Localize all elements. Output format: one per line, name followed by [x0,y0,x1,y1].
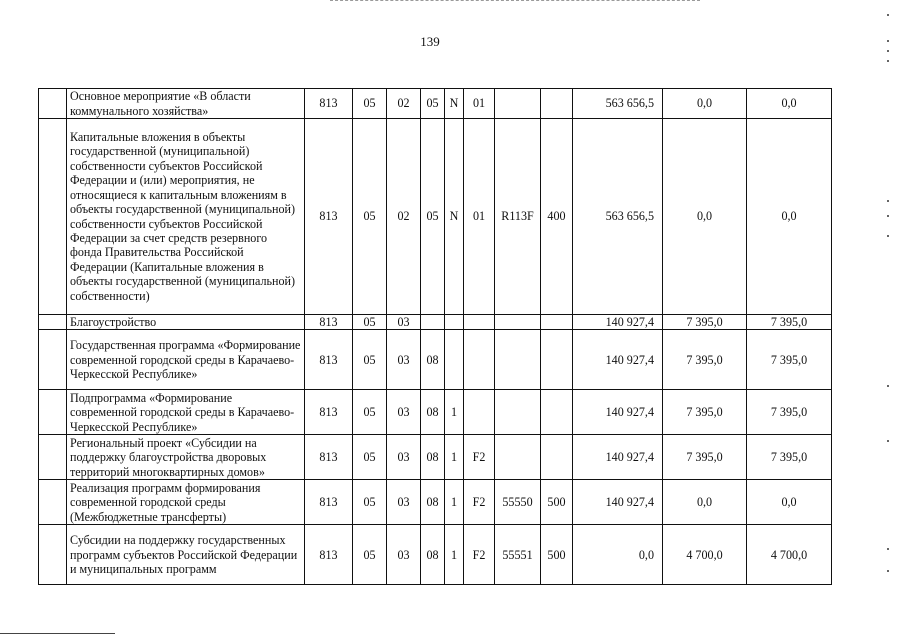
table-row [39,119,832,315]
cell-sum-3: 7 395,0 [747,330,832,390]
cell-gr: 813 [305,480,353,525]
item-name: Основное мероприятие «В области коммунального хозяйства» [67,89,305,119]
cell-cs1: 05 [421,119,445,315]
budget-table [38,88,832,585]
cell-sum-3: 7 395,0 [747,435,832,480]
table-row [39,435,832,480]
cell-sum-3: 0,0 [747,119,832,315]
cell-pr: 03 [387,390,421,435]
cell-cs4: 55551 [495,525,541,585]
scan-speck [887,14,889,16]
cell-rz: 05 [353,89,387,119]
row-margin-cell [39,435,67,480]
cell-cs3: 01 [464,89,495,119]
cell-rz: 05 [353,315,387,330]
cell-sum-3: 4 700,0 [747,525,832,585]
cell-cs1: 08 [421,330,445,390]
cell-sum-1: 140 927,4 [573,480,663,525]
scan-bottom-line [0,633,115,634]
table-row [39,315,832,330]
cell-sum-1: 140 927,4 [573,315,663,330]
row-margin-cell [39,315,67,330]
cell-gr: 813 [305,89,353,119]
cell-pr: 03 [387,525,421,585]
cell-sum-3: 7 395,0 [747,390,832,435]
cell-sum-3: 0,0 [747,89,832,119]
table-row [39,330,832,390]
cell-cs3: F2 [464,480,495,525]
table-row [39,390,832,435]
cell-rz: 05 [353,480,387,525]
cell-rz: 05 [353,435,387,480]
row-margin-cell [39,89,67,119]
item-name: Капитальные вложения в объекты государственной (муниципальной) собственности субъектов Российской Федерации и (или) мероприятия, не относящиеся к капитальным вложениям в объекты государственной (муниципальной) собственности субъектов Российской Федерации за счет средств резервного фонда Правительства Российской Федерации (Капитальные вложения в объекты государственной (муниципальной) собственности) [67,119,305,315]
cell-sum-2: 0,0 [663,89,747,119]
row-margin-cell [39,480,67,525]
cell-rz: 05 [353,525,387,585]
item-name: Региональный проект «Субсидии на поддержку благоустройства дворовых территорий многоквартирных домов» [67,435,305,480]
cell-vr [541,435,573,480]
cell-vr: 500 [541,480,573,525]
scan-speck [887,50,889,52]
cell-sum-3: 7 395,0 [747,315,832,330]
cell-cs2: 1 [445,480,464,525]
scan-speck [887,548,889,550]
cell-cs3 [464,390,495,435]
cell-gr: 813 [305,390,353,435]
cell-gr: 813 [305,330,353,390]
cell-vr [541,89,573,119]
cell-pr: 03 [387,435,421,480]
cell-cs4 [495,390,541,435]
cell-rz: 05 [353,330,387,390]
cell-cs1 [421,315,445,330]
cell-sum-1: 563 656,5 [573,89,663,119]
item-name: Благоустройство [67,315,305,330]
page-number: 139 [420,34,440,49]
cell-cs4: 55550 [495,480,541,525]
item-name: Реализация программ формирования современной городской среды (Межбюджетные трансферты) [67,480,305,525]
cell-cs4 [495,435,541,480]
cell-sum-2: 0,0 [663,480,747,525]
scan-speck [887,40,889,42]
cell-cs3 [464,330,495,390]
cell-rz: 05 [353,390,387,435]
scan-edge-marks [887,0,893,639]
cell-cs4 [495,89,541,119]
cell-rz: 05 [353,119,387,315]
cell-cs4: R113F [495,119,541,315]
cell-cs3: 01 [464,119,495,315]
cell-sum-2: 7 395,0 [663,435,747,480]
cell-cs4 [495,330,541,390]
cell-cs2: 1 [445,390,464,435]
cell-vr [541,330,573,390]
cell-sum-2: 4 700,0 [663,525,747,585]
item-name: Субсидии на поддержку государственных программ субъектов Российской Федерации и муниципальных программ [67,525,305,585]
cell-sum-1: 140 927,4 [573,390,663,435]
row-margin-cell [39,390,67,435]
cell-gr: 813 [305,119,353,315]
item-name: Государственная программа «Формирование современной городской среды в Карачаево-Черкесской Республике» [67,330,305,390]
cell-cs1: 08 [421,525,445,585]
row-margin-cell [39,330,67,390]
cell-pr: 03 [387,315,421,330]
cell-gr: 813 [305,315,353,330]
cell-cs3: F2 [464,525,495,585]
scan-speck [887,215,889,217]
cell-sum-3: 0,0 [747,480,832,525]
cell-cs1: 05 [421,89,445,119]
cell-cs4 [495,315,541,330]
cell-gr: 813 [305,525,353,585]
cell-sum-2: 7 395,0 [663,330,747,390]
cell-vr: 400 [541,119,573,315]
row-margin-cell [39,119,67,315]
cell-pr: 03 [387,480,421,525]
cell-sum-1: 563 656,5 [573,119,663,315]
cell-cs2: N [445,89,464,119]
cell-cs1: 08 [421,435,445,480]
cell-cs3: F2 [464,435,495,480]
cell-sum-2: 7 395,0 [663,390,747,435]
cell-sum-2: 0,0 [663,119,747,315]
scan-speck [887,235,889,237]
cell-cs2: 1 [445,435,464,480]
cell-pr: 02 [387,89,421,119]
scan-speck [887,440,889,442]
cell-vr [541,390,573,435]
cell-cs3 [464,315,495,330]
table-body [39,89,832,585]
row-margin-cell [39,525,67,585]
table-row [39,525,832,585]
cell-cs2 [445,315,464,330]
cell-vr [541,315,573,330]
table-row [39,480,832,525]
cell-sum-1: 0,0 [573,525,663,585]
cell-sum-2: 7 395,0 [663,315,747,330]
item-name: Подпрограмма «Формирование современной городской среды в Карачаево-Черкесской Республике» [67,390,305,435]
cell-gr: 813 [305,435,353,480]
cell-pr: 02 [387,119,421,315]
cell-cs2: 1 [445,525,464,585]
scan-speck [887,60,889,62]
scan-speck [887,200,889,202]
cell-vr: 500 [541,525,573,585]
cell-cs2: N [445,119,464,315]
cell-pr: 03 [387,330,421,390]
scan-speck [887,570,889,572]
cell-cs1: 08 [421,480,445,525]
table-row [39,89,832,119]
cell-sum-1: 140 927,4 [573,435,663,480]
scan-top-line [330,0,700,2]
cell-cs2 [445,330,464,390]
cell-sum-1: 140 927,4 [573,330,663,390]
cell-cs1: 08 [421,390,445,435]
scan-speck [887,385,889,387]
